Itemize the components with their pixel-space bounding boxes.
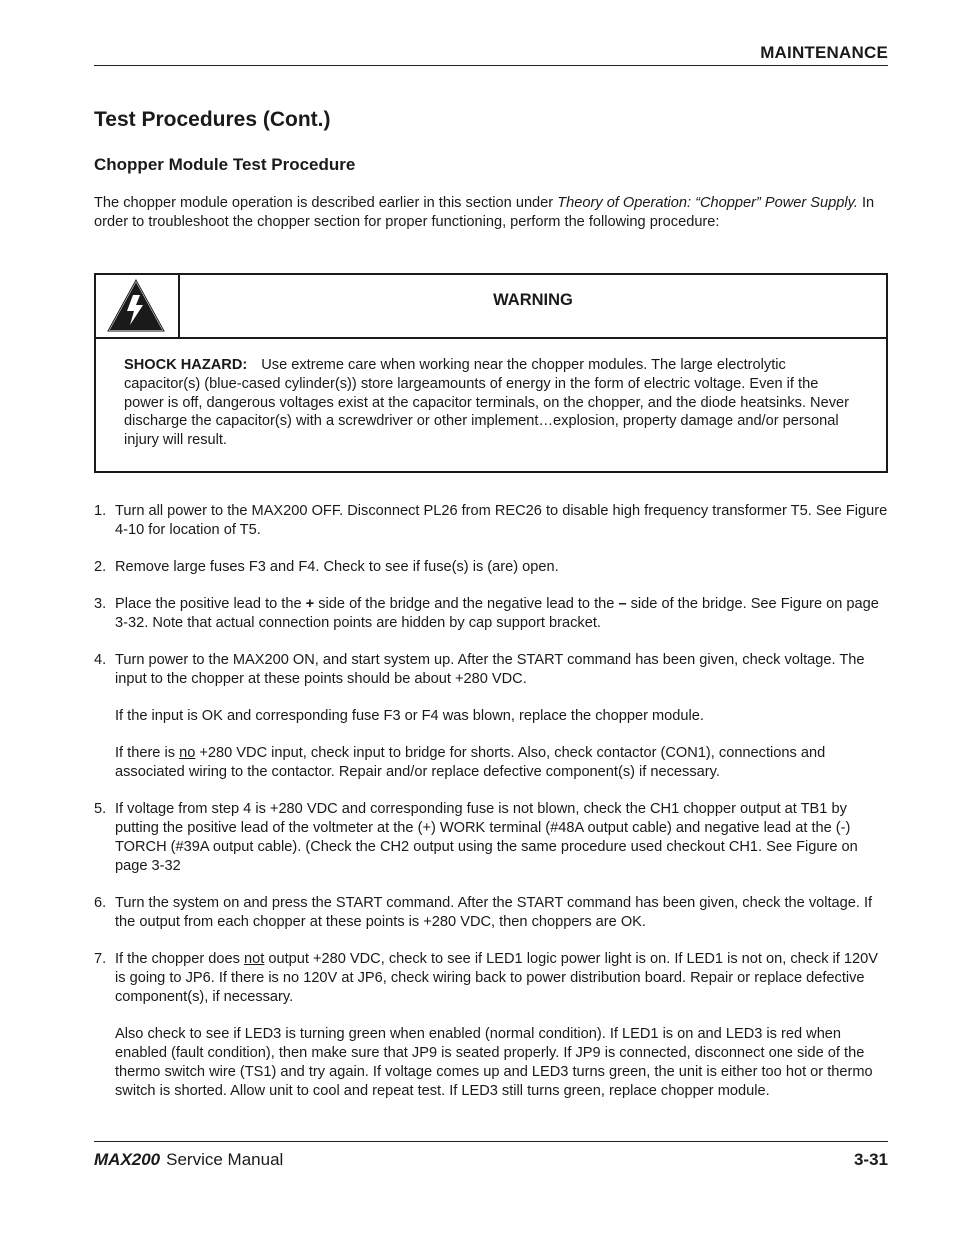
step-text: Turn all power to the MAX200 OFF. Disconnect PL26 from REC26 to disable high frequency transformer T5. See Figure 4-10 for location of T5.: [115, 503, 888, 538]
warning-title: WARNING: [493, 291, 573, 309]
warning-text: [124, 356, 859, 450]
step-text-part: If the chopper does: [115, 951, 244, 967]
list-item: [94, 595, 888, 633]
list-item: [94, 558, 888, 577]
step-text-part: +280 VDC input, check input to bridge for shorts. Also, check contactor (CON1), connections and associated wiring to the contactor. Repair and/or replace defective component(s) if necessary.: [115, 745, 826, 780]
page-number: 3-31: [853, 1150, 888, 1169]
intro-paragraph: [94, 194, 884, 232]
step-text: If voltage from step 4 is +280 VDC and corresponding fuse is not blown, check the CH1 chopper output at TB1 by putting the positive lead of the voltmeter at the (+) WORK terminal (#48A output cable) and negative lead at the (-) TORCH (#39A output cable). (Check the CH2 output using the same procedure used checkout CH1. See Figure on page 3-32: [115, 801, 858, 874]
list-item: [94, 950, 888, 1101]
step-text-part: output +280 VDC, check to see if LED1 logic power light is on. If LED1 is not on, check if 120V is going to JP6. If there is no 120V at JP6, check wiring back to power distribution board. Repair or replace defective component(s), if necessary.: [115, 951, 878, 1005]
underlined-word: no: [179, 745, 196, 761]
list-item: [94, 502, 888, 540]
list-item: [94, 800, 888, 876]
header-divider: [94, 65, 888, 66]
step-text: Remove large fuses F3 and F4. Check to see if fuse(s) is (are) open.: [115, 559, 559, 575]
list-item: [94, 894, 888, 932]
model-name: MAX200: [94, 1150, 161, 1169]
step-text: Turn the system on and press the START command. After the START command has been given, check the voltage. If the output from each chopper at these points is +280 VDC, then choppers are OK.: [115, 895, 873, 930]
step-number: 3.: [94, 596, 107, 612]
step-text-part: side of the bridge and the negative lead to the: [314, 596, 619, 612]
step-number: 1.: [94, 503, 107, 519]
step-text: [115, 744, 888, 782]
intro-reference: Theory of Operation: “Chopper” Power Supply.: [557, 195, 858, 211]
warning-box: [94, 273, 888, 473]
intro-text-end: In order to troubleshoot the chopper section for proper functioning, perform the following procedure:: [94, 195, 875, 230]
page-title: Test Procedures (Cont.): [94, 108, 331, 131]
manual-name: Service Manual: [166, 1150, 284, 1169]
intro-text: The chopper module operation is described earlier in this section under: [94, 195, 558, 211]
step-text: [115, 595, 888, 633]
step-text: Turn power to the MAX200 ON, and start system up. After the START command has been given, check voltage. The input to the chopper at these points should be about +280 VDC.: [115, 652, 865, 687]
minus-symbol: –: [618, 596, 627, 612]
step-text-part: Place the positive lead to the: [115, 596, 306, 612]
step-text-part: side of the bridge. See Figure on page 3-32. Note that actual connection points are hidden by cap support bracket.: [115, 596, 879, 631]
step-number: 7.: [94, 951, 107, 967]
underlined-word: not: [244, 951, 265, 967]
section-subtitle: Chopper Module Test Procedure: [94, 155, 356, 174]
step-number: 5.: [94, 801, 107, 817]
step-number: 4.: [94, 652, 107, 668]
warning-label: SHOCK HAZARD:: [124, 357, 248, 373]
step-text: Also check to see if LED3 is turning green when enabled (normal condition). If LED1 is on and LED3 is red when enabled (fault condition), then make sure that JP9 is seated properly. If JP9 is connected, disconnect one side of the thermo switch wire (TS1) and try again. If voltage comes up and LED3 turns green, the unit is either too hot or thermo switch is shorted. Allow unit to cool and repeat test. If LED3 still turns green, replace chopper module.: [115, 1026, 873, 1099]
footer-manual-title: [94, 1150, 283, 1170]
warning-icon-cell: [96, 275, 180, 337]
section-header: MAINTENANCE: [760, 43, 888, 62]
step-number: 6.: [94, 895, 107, 911]
warning-body: Use extreme care when working near the chopper modules. The large electrolytic capacitor(s) (blue-cased cylinder(s)) store largeamounts of energy in the form of electric voltage. Even if the power is off, dangerous voltages exist at the capacitor terminals, on the chopper, and the diode heatsinks. Never discharge the capacitor(s) with a screwdriver or other implement…explosion, property damage and/or personal injury will result.: [124, 357, 849, 449]
step-text-part: If there is: [115, 745, 180, 761]
electric-shock-warning-icon: [96, 275, 178, 337]
step-text: If the input is OK and corresponding fuse F3 or F4 was blown, replace the chopper module.: [115, 708, 704, 724]
step-number: 2.: [94, 559, 107, 575]
procedure-steps: [94, 502, 888, 1119]
footer-divider: [94, 1141, 888, 1142]
plus-symbol: +: [305, 596, 315, 612]
warning-divider: [96, 337, 886, 339]
list-item: [94, 651, 888, 782]
step-text: [115, 950, 888, 1007]
